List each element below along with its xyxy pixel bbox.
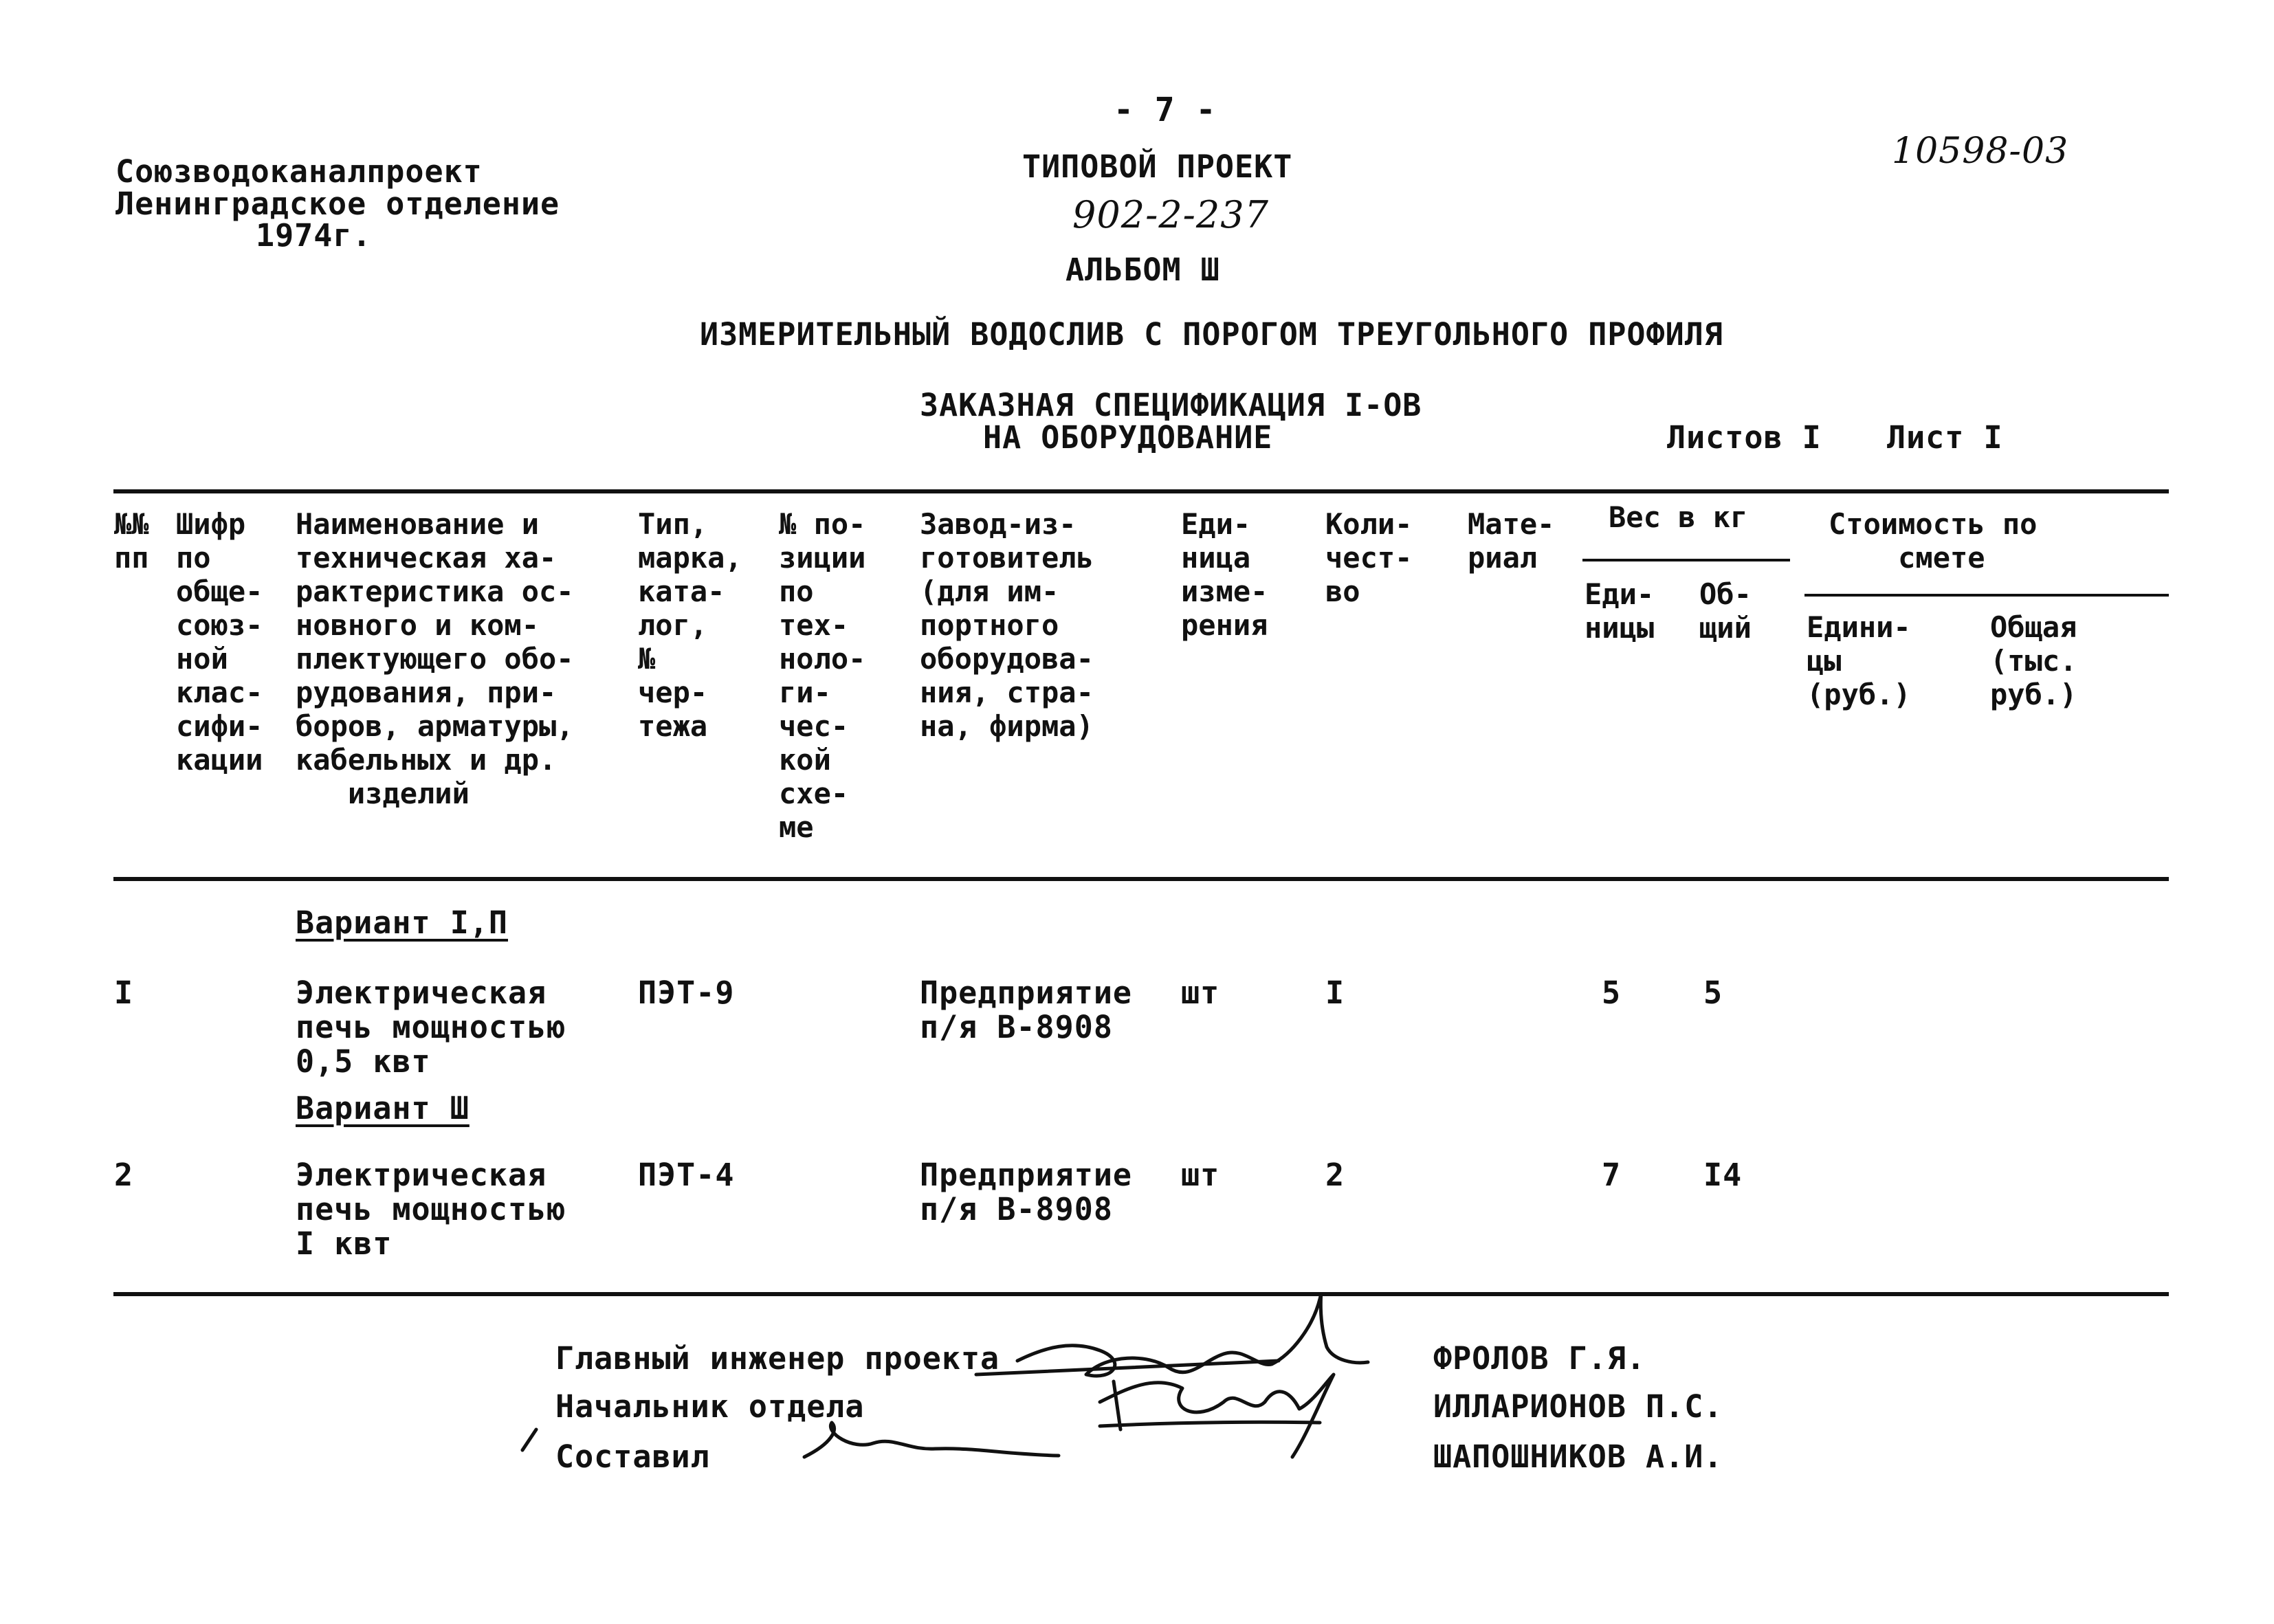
project-code: 902-2-237 <box>1072 193 1269 236</box>
row-number: 2 <box>114 1157 134 1193</box>
table-top-rule <box>113 489 2169 493</box>
album-label: АЛЬБОМ Ш <box>1066 252 1220 288</box>
org-branch: Ленинградское отделение <box>115 186 560 222</box>
col-header-weight-total: Об- щий <box>1699 577 1752 645</box>
archive-number: 10598-03 <box>1892 131 2069 172</box>
row-name: Электрическая печь мощностью 0,5 квт <box>296 975 566 1080</box>
weight-header-rule <box>1582 559 1790 561</box>
col-header-type: Тип, марка, ката- лог, № чер- тежа <box>638 507 742 743</box>
signature-name-chief-engineer: ФРОЛОВ Г.Я. <box>1433 1340 1646 1377</box>
org-year: 1974г. <box>256 217 372 254</box>
col-header-num: №№ пп <box>114 507 149 575</box>
row-manufacturer: Предприятие п/я В-8908 <box>920 1157 1133 1227</box>
row-type: ПЭТ-9 <box>638 975 735 1011</box>
table-header-bottom-rule <box>113 877 2169 881</box>
row-name: Электрическая печь мощностью I квт <box>296 1157 566 1262</box>
row-number: I <box>114 975 134 1011</box>
row-quantity: I <box>1325 975 1345 1011</box>
row-weight-total: 5 <box>1703 975 1723 1011</box>
col-header-code: Шифр по обще- союз- ной клас- сифи- кации <box>176 507 263 777</box>
chief-engineer-signature-underline <box>976 1361 1279 1375</box>
document-title: ИЗМЕРИТЕЛЬНЫЙ ВОДОСЛИВ С ПОРОГОМ ТРЕУГОЛЬНОГО ПРОФИЛЯ <box>700 316 1723 353</box>
spec-subtitle: НА ОБОРУДОВАНИЕ <box>983 419 1273 456</box>
cost-header-rule <box>1804 594 2169 597</box>
col-header-unit: Еди- ница изме- рения <box>1181 507 1268 642</box>
col-header-weight: Вес в кг <box>1609 500 1748 534</box>
department-head-signature-tick <box>522 1430 536 1450</box>
row-weight-unit: 7 <box>1602 1157 1622 1193</box>
compiler-signature <box>804 1423 1059 1457</box>
col-header-position: № по- зиции по тех- ноло- ги- чес- кой схе- ме <box>779 507 866 844</box>
project-label: ТИПОВОЙ ПРОЕКТ <box>1022 148 1293 185</box>
sheet-count: Листов I <box>1667 419 1822 456</box>
row-type: ПЭТ-4 <box>638 1157 735 1193</box>
row-weight-total: I4 <box>1703 1157 1743 1193</box>
signature-role-compiler: Составил <box>555 1438 710 1475</box>
row-weight-unit: 5 <box>1602 975 1622 1011</box>
variant-label: Вариант I,П <box>296 904 509 941</box>
department-head-signature <box>1100 1375 1334 1457</box>
org-name: Союзводоканалпроект <box>115 153 483 190</box>
page-number: - 7 - <box>1114 91 1217 129</box>
col-header-manufacturer: Завод-из- готовитель (для им- портного оборудова- ния, стра- на, фирма) <box>920 507 1094 743</box>
variant-label: Вариант Ш <box>296 1090 470 1126</box>
signature-name-department-head: ИЛЛАРИОНОВ П.С. <box>1433 1388 1723 1425</box>
col-header-material: Мате- риал <box>1468 507 1555 575</box>
row-manufacturer: Предприятие п/я В-8908 <box>920 975 1133 1045</box>
col-header-cost-total: Общая (тыс. руб.) <box>1990 610 2077 711</box>
handwritten-signatures <box>509 1285 1444 1491</box>
row-unit: шт <box>1181 975 1220 1011</box>
col-header-name: Наименование и техническая ха- рактеристика ос- новного и ком- плектующего обо- рудования, при- боров, арматуры, кабельных и др. изделий <box>296 507 574 810</box>
row-quantity: 2 <box>1325 1157 1345 1193</box>
signature-name-compiler: ШАПОШНИКОВ А.И. <box>1433 1438 1723 1475</box>
col-header-quantity: Коли- чест- во <box>1325 507 1413 608</box>
col-header-cost-unit: Едини- цы (руб.) <box>1807 610 1911 711</box>
signature-role-department-head: Начальник отдела <box>555 1388 865 1425</box>
col-header-weight-unit: Еди- ницы <box>1585 577 1655 645</box>
col-header-cost: Стоимость по смете <box>1829 507 2038 575</box>
signature-role-chief-engineer: Главный инженер проекта <box>555 1340 1000 1377</box>
sheet-number: Лист I <box>1887 419 2003 456</box>
row-unit: шт <box>1181 1157 1220 1193</box>
spec-title: ЗАКАЗНАЯ СПЕЦИФИКАЦИЯ I-ОВ <box>920 387 1422 423</box>
